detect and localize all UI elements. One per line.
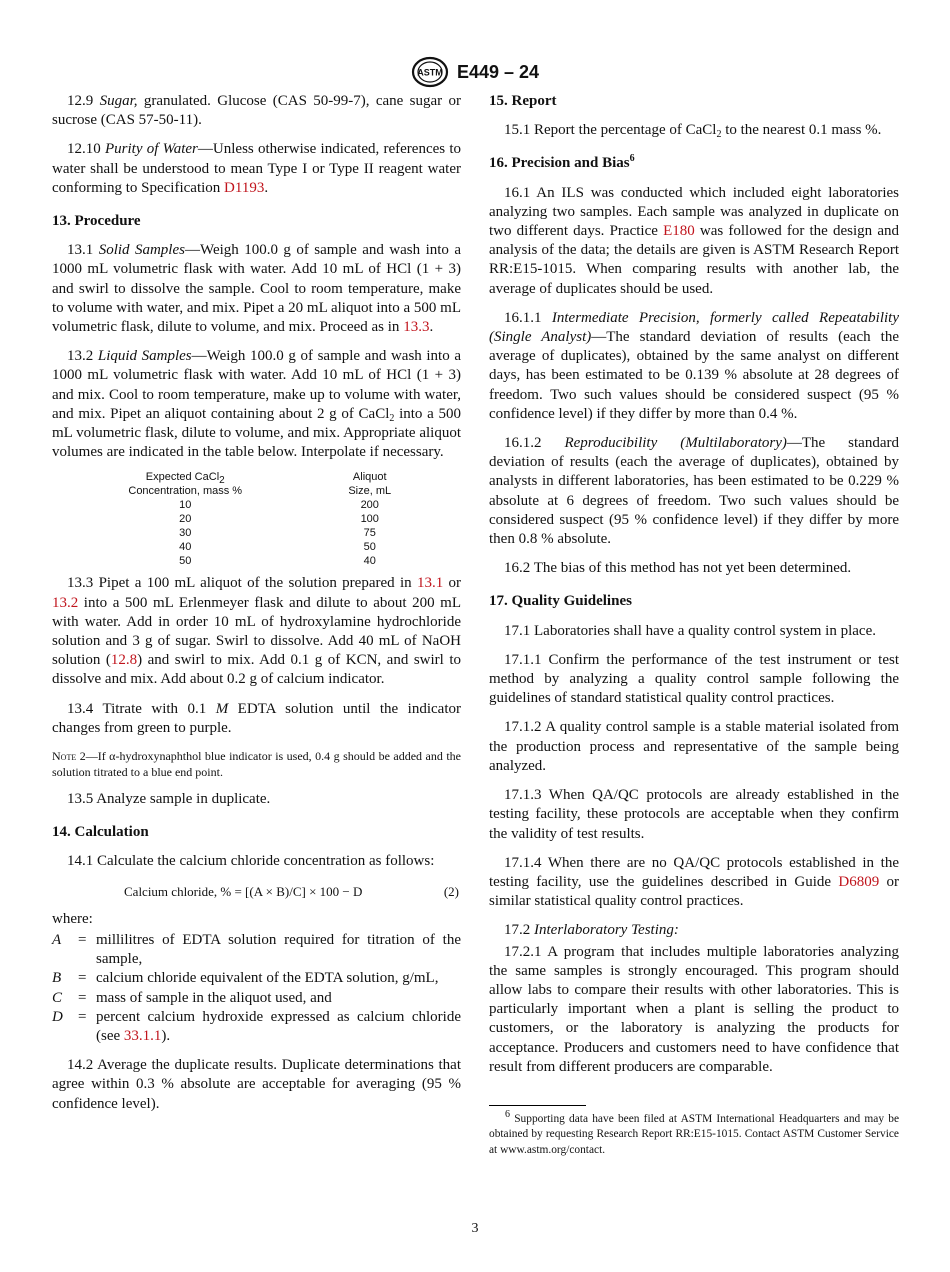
standard-designation: E449 – 24: [456, 61, 540, 82]
para-17-2: 17.2 Interlaboratory Testing:: [504, 922, 679, 939]
footnote-6-marker[interactable]: 6: [629, 153, 635, 165]
table-row: 10 200: [179, 499, 379, 512]
table-row: 40 50: [179, 541, 376, 554]
logo-text: ASTM: [417, 67, 443, 78]
para-14-1: 14.1 Calculate the calcium chloride concentration as follows:: [67, 853, 435, 870]
variable-d-definition: D = percent calcium hydroxide expressed as calcium chloride (see 33.1.1).: [52, 1008, 461, 1044]
para-16-1-1: 16.1.1 Intermediate Precision, formerly called Repeatability (Single Analyst)—The standard deviation of results (each the average of duplicates), obtained by the same analyst on different days, has been estimated to be 0.139 % absolute at 28 degrees of freedom. Two such values should be considered suspect (95 % confidence level) if they differ by more than 0.4 %.: [489, 309, 900, 422]
aliquot-table: [92, 470, 461, 568]
astm-logo-icon: [411, 56, 449, 88]
ref-d6809-link[interactable]: D6809: [838, 873, 880, 890]
ref-d1193-link[interactable]: D1193: [224, 179, 265, 196]
variable-b-definition: B = calcium chloride equivalent of the EDTA solution, g/mL,: [52, 970, 439, 987]
para-13-2: 13.2 Liquid Samples—Weigh 100.0 g of sample and wash into a 1000 mL volumetric flask with water. Add 10 mL of HCl (1 + 3) and mix. Cool to room temperature, make up to volume with water, and mix. Pipet an aliquot containing about 2 g of CaCl$_2$ into a 500 mL volumetric flask, dilute to volume, and mix. Appropriate aliquot volumes are indicated in the table below. Interpolate if necessary.: [52, 348, 461, 461]
para-12-10: 12.10 Purity of Water—Unless otherwise indicated, references to water shall be understood to mean Type I or Type II reagent water conforming to Specification D1193.: [52, 141, 461, 196]
ref-13-1-link[interactable]: 13.1: [416, 575, 444, 592]
para-13-5: 13.5 Analyze sample in duplicate.: [67, 791, 271, 808]
page-header: [0, 56, 950, 88]
para-17-1-2: 17.1.2 A quality control sample is a stable material isolated from the production process and representative of the sample being analyzed.: [489, 719, 899, 774]
section-14-heading: 14. Calculation: [52, 824, 149, 841]
para-17-1: 17.1 Laboratories shall have a quality control system in place.: [504, 622, 876, 639]
table-row: 50 40: [179, 555, 376, 568]
para-16-1-2: 16.1.2 Reproducibility (Multilaboratory)—The standard deviation of results (each the average of duplicates), obtained by analysts in different laboratories, has been estimated to be 0.229 % absolute at 6 degrees of freedom. Two such values should be considered suspect (95 % confidence level) if they differ by more then 0.8 % absolute.: [489, 435, 899, 548]
variable-c-definition: C = mass of sample in the aliquot used, and: [52, 989, 332, 1006]
ref-13-3-link[interactable]: 13.3: [403, 319, 430, 336]
para-13-1: 13.1 Solid Samples—Weigh 100.0 g of sample and wash into a 1000 mL volumetric flask with water. Add 10 mL of HCl (1 + 3) and swirl to dissolve the sample. Cool to room temperature, make to volume with water, and mix. Pipet a 20 mL aliquot into a 500 mL volumetric flask, dilute to volume, and mix. Proceed as in 13.3.: [52, 242, 462, 336]
footnote-divider: [489, 1105, 586, 1106]
ref-12-8-link[interactable]: 12.8: [110, 652, 138, 669]
para-16-1: 16.1 An ILS was conducted which included eight laboratories analyzing two samples. Each sample was analyzed in duplicate on two different days. Practice E180 was followed for the design and analysis of the data; the details are given is ASTM Research Report RR:E15-1015. When comparing results with another lab, the average of duplicates should be used.: [489, 184, 899, 297]
ref-33-1-1-link[interactable]: 33.1.1: [123, 1027, 162, 1044]
equation-expression: Calcium chloride, % = [(A × B)/C] × 100 − D: [124, 883, 363, 899]
section-17-heading: 17. Quality Guidelines: [489, 593, 632, 610]
table-header-concentration: Expected CaCl$_2$ Concentration, mass %: [128, 471, 243, 498]
para-14-2: 14.2 Average the duplicate results. Duplicate determinations that agree within 0.3 % absolute are acceptable for averaging (95 % confidence level).: [52, 1057, 461, 1112]
note-2: Note 2—If α-hydroxynaphthol blue indicator is used, 0.4 g should be added and the solution titrated to a blue end point.: [52, 749, 461, 780]
variable-a-definition: A = millilitres of EDTA solution required for titration of the sample,: [52, 931, 461, 968]
left-column: [52, 92, 461, 1124]
para-17-1-4: 17.1.4 When there are no QA/QC protocols established in the testing facility, use the guidelines described in Guide D6809 or similar statistical quality control practices.: [489, 854, 900, 910]
where-label: where:: [52, 910, 93, 927]
right-column: [489, 92, 899, 1168]
ref-13-2-link[interactable]: 13.2: [52, 594, 79, 611]
section-16-heading: 16. Precision and Bias$^6$: [489, 153, 635, 172]
ref-e180-link[interactable]: E180: [663, 223, 695, 240]
page-number: 3: [471, 1221, 479, 1236]
table-row: 20 100: [179, 513, 379, 526]
para-12-9: 12.9 Sugar, granulated. Glucose (CAS 50-99-7), cane sugar or sucrose (CAS 57-50-11).: [52, 93, 461, 129]
para-15-1: 15.1 Report the percentage of CaCl$_2$ to the nearest 0.1 mass %.: [504, 122, 882, 141]
para-17-1-1: 17.1.1 Confirm the performance of the test instrument or test method by analyzing a quality control sample following the guidelines of standard statistical quality control practices.: [489, 651, 899, 707]
table-header-aliquot: Aliquot Size, mL: [348, 471, 392, 498]
para-13-4: 13.4 Titrate with 0.1 M EDTA solution until the indicator changes from green to purple.: [52, 700, 461, 736]
para-13-3: 13.3 Pipet a 100 mL aliquot of the solution prepared in 13.1 or 13.2 into a 500 mL Erlenmeyer flask and dilute to about 200 mL with water. Add in order 10 mL of hydroxylamine hydrochloride solution and 3 g of sugar. Swirl to dissolve. Add 40 mL of NaOH solution (12.8) and swirl to mix. Add 0.1 g of KCN, and swirl to dissolve and mix. Add about 0.2 g of calcium indicator.: [52, 575, 462, 688]
footnote-6: $^6$ Supporting data have been filed at ASTM International Headquarters and may be obtained by requesting Research Report RR:E15-1015. Contact ASTM Customer Service at www.astm.org/contact.: [489, 1109, 899, 1156]
equation-number: (2): [443, 883, 459, 899]
section-13-heading: 13. Procedure: [52, 213, 141, 230]
section-15-heading: 15. Report: [489, 93, 557, 109]
para-16-2: 16.2 The bias of this method has not yet been determined.: [504, 560, 852, 577]
para-17-2-1: 17.2.1 A program that includes multiple laboratories analyzing the same samples is strongly encouraged. This program should allow labs to compare their results with other laboratories. This is particularly important when a plant is selling the product to customers, or the laboratory is analyzing the products for acceptance. Producers and customers need to have confidence that result from different producers are comparable.: [489, 943, 899, 1075]
para-17-1-3: 17.1.3 When QA/QC protocols are already established in the testing facility, these protocols are acceptable when they confirm the validity of test results.: [489, 787, 899, 842]
table-row: 30 75: [179, 527, 376, 540]
equation-2: [52, 880, 461, 902]
